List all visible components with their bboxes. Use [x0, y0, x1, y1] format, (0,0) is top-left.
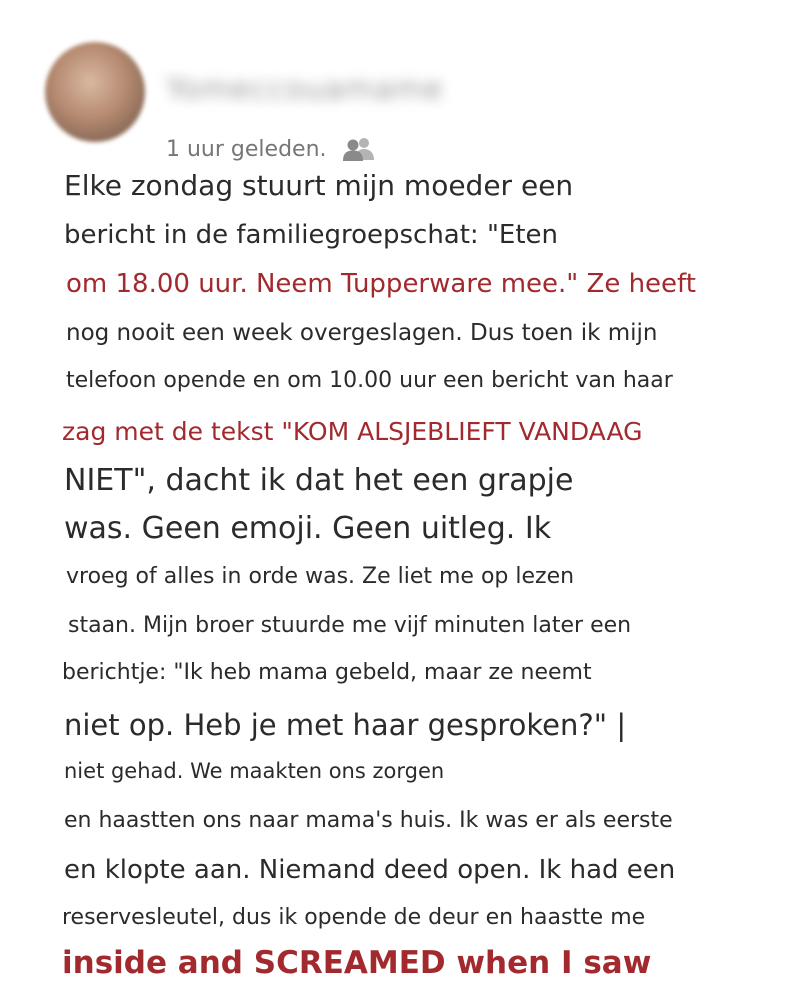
avatar[interactable]: [45, 42, 145, 142]
post-text-line: telefoon opende en om 10.00 uur een bericht van haar: [66, 368, 673, 393]
post-meta: [166, 134, 377, 164]
author-name[interactable]: Yomeccouamame: [166, 72, 444, 107]
post-text-line: reservesleutel, dus ik opende de deur en haastte me: [62, 905, 646, 930]
post-text-line: niet op. Heb je met haar gesproken?" |: [64, 708, 627, 742]
post-text-line: vroeg of alles in orde was. Ze liet me op lezen: [66, 564, 575, 589]
post-text-line: staan. Mijn broer stuurde me vijf minuten later een: [68, 613, 632, 638]
post-text-line: nog nooit een week overgeslagen. Dus toen ik mijn: [66, 320, 658, 346]
post-timestamp: 1 uur geleden.: [166, 136, 327, 162]
post-text-line: Elke zondag stuurt mijn moeder een: [64, 169, 574, 202]
post-text-line: bericht in de familiegroepschat: "Eten: [64, 220, 559, 250]
group-icon: [341, 136, 377, 162]
post-text-line: om 18.00 uur. Neem Tupperware mee." Ze heeft: [66, 269, 696, 299]
post-text-line: berichtje: "Ik heb mama gebeld, maar ze neemt: [62, 660, 592, 685]
post-text-line: inside and SCREAMED when I saw: [62, 945, 652, 981]
post-text-line: en klopte aan. Niemand deed open. Ik had een: [64, 855, 676, 885]
post-text-line: zag met de tekst "KOM ALSJEBLIEFT VANDAAG: [62, 417, 643, 446]
post-text-line: niet gehad. We maakten ons zorgen: [64, 759, 445, 783]
post-text-line: NIET", dacht ik dat het een grapje: [64, 463, 574, 498]
post-text-line: en haastten ons naar mama's huis. Ik was er als eerste: [64, 808, 673, 833]
post-text-line: was. Geen emoji. Geen uitleg. Ik: [64, 511, 552, 546]
